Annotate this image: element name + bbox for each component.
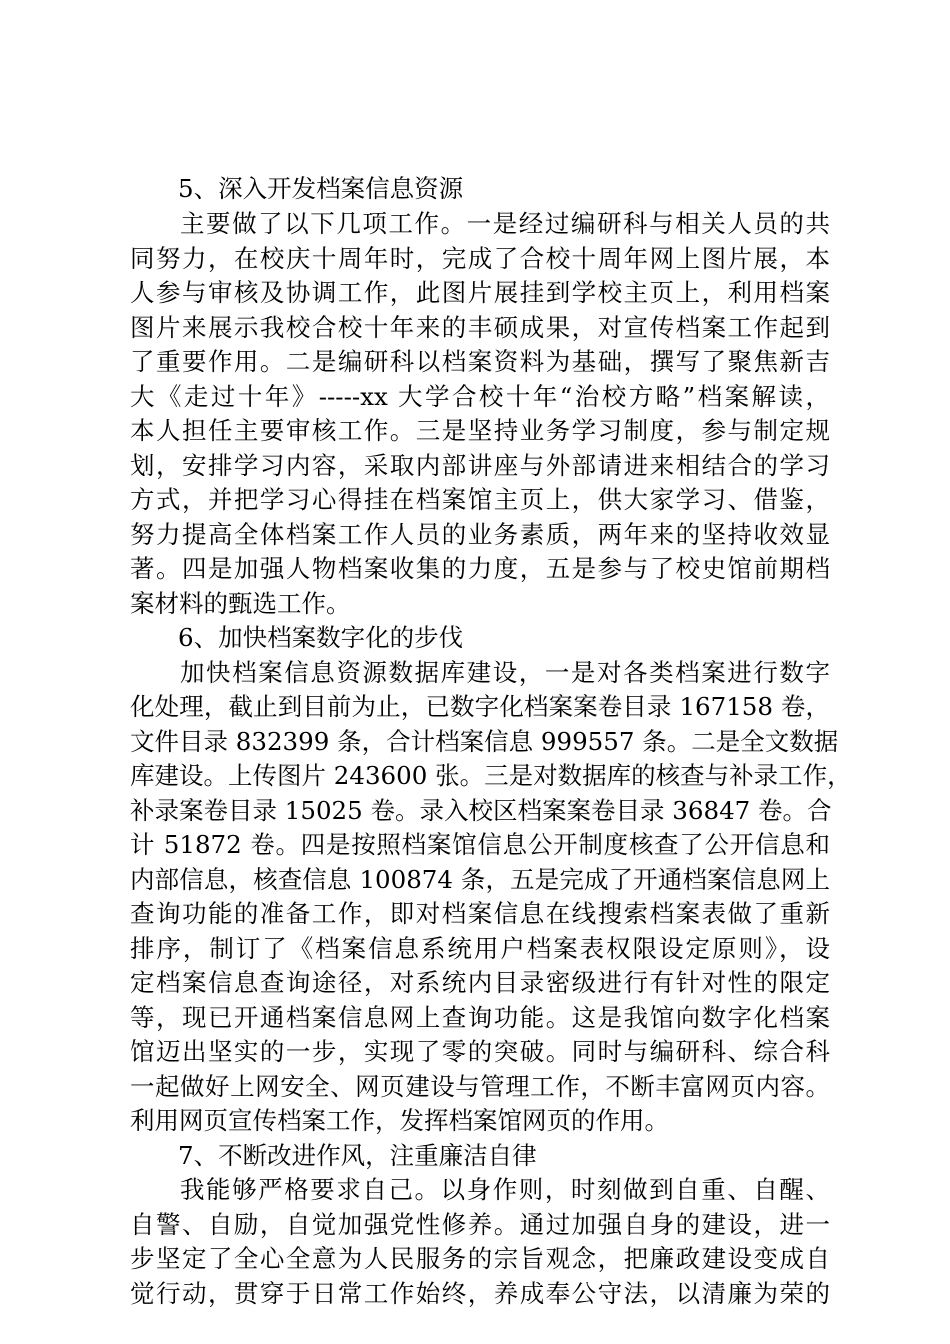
paragraph-line: 补录案卷目录 15025 卷。录入校区档案案卷目录 36847 卷。合 bbox=[130, 796, 832, 825]
paragraph-line: 我能够严格要求自己。以身作则，时刻做到自重、自醒、 bbox=[180, 1175, 830, 1204]
paragraph-line: 排序，制订了《档案信息系统用户档案表权限设定原则》，设 bbox=[130, 934, 830, 963]
paragraph-line: 图片来展示我校合校十年来的丰硕成果，对宣传档案工作起到 bbox=[130, 313, 830, 342]
paragraph-line: 努力提高全体档案工作人员的业务素质，两年来的坚持收效显 bbox=[130, 520, 830, 549]
paragraph-line: 划，安排学习内容，采取内部讲座与外部请进来相结合的学习 bbox=[130, 451, 830, 480]
paragraph-line: 查询功能的准备工作，即对档案信息在线搜索档案表做了重新 bbox=[130, 899, 830, 928]
paragraph-line: 觉行动，贯穿于日常工作始终，养成奉公守法，以清廉为荣的 bbox=[130, 1279, 830, 1308]
paragraph-line: 利用网页宣传档案工作，发挥档案馆网页的作用。 bbox=[130, 1106, 669, 1135]
paragraph-line: 著。四是加强人物档案收集的力度，五是参与了校史馆前期档 bbox=[130, 554, 830, 583]
paragraph-line: 一起做好上网安全、网页建设与管理工作，不断丰富网页内容。 bbox=[130, 1072, 830, 1101]
paragraph-line: 主要做了以下几项工作。一是经过编研科与相关人员的共 bbox=[180, 209, 830, 238]
paragraph-line: 大《走过十年》-----xx 大学合校十年“治校方略”档案解读， bbox=[130, 382, 830, 411]
paragraph-line: 计 51872 卷。四是按照档案馆信息公开制度核查了公开信息和 bbox=[130, 830, 830, 859]
section-heading-5: 5、深入开发档案信息资源 bbox=[178, 174, 464, 203]
paragraph-line: 方式，并把学习心得挂在档案馆主页上，供大家学习、借鉴， bbox=[130, 485, 830, 514]
paragraph-line: 案材料的甄选工作。 bbox=[130, 589, 351, 618]
section-heading-6: 6、加快档案数字化的步伐 bbox=[178, 623, 464, 652]
paragraph-line: 同努力，在校庆十周年时，完成了合校十周年网上图片展，本 bbox=[130, 244, 830, 273]
paragraph-line: 定档案信息查询途径，对系统内目录密级进行有针对性的限定 bbox=[130, 968, 830, 997]
paragraph-line: 步坚定了全心全意为人民服务的宗旨观念，把廉政建设变成自 bbox=[130, 1244, 830, 1273]
paragraph-line: 化处理，截止到目前为止，已数字化档案案卷目录 167158 卷， bbox=[130, 692, 830, 721]
paragraph-line: 了重要作用。二是编研科以档案资料为基础，撰写了聚焦新吉 bbox=[130, 347, 830, 376]
paragraph-line: 本人担任主要审核工作。三是坚持业务学习制度，参与制定规 bbox=[130, 416, 830, 445]
paragraph-line: 自警、自励，自觉加强党性修养。通过加强自身的建设，进一 bbox=[130, 1210, 830, 1239]
paragraph-line: 文件目录 832399 条，合计档案信息 999557 条。二是全文数据 bbox=[130, 727, 839, 756]
paragraph-line: 等，现已开通档案信息网上查询功能。这是我馆向数字化档案 bbox=[130, 1003, 830, 1032]
paragraph-line: 库建设。上传图片 243600 张。三是对数据库的核查与补录工作， bbox=[130, 761, 852, 790]
paragraph-line: 人参与审核及协调工作，此图片展挂到学校主页上，利用档案 bbox=[130, 278, 830, 307]
paragraph-line: 馆迈出坚实的一步，实现了零的突破。同时与编研科、综合科 bbox=[130, 1037, 830, 1066]
section-heading-7: 7、不断改进作风，注重廉洁自律 bbox=[178, 1141, 537, 1170]
paragraph-line: 内部信息，核查信息 100874 条，五是完成了开通档案信息网上 bbox=[130, 865, 830, 894]
paragraph-line: 加快档案信息资源数据库建设，一是对各类档案进行数字 bbox=[180, 658, 830, 687]
